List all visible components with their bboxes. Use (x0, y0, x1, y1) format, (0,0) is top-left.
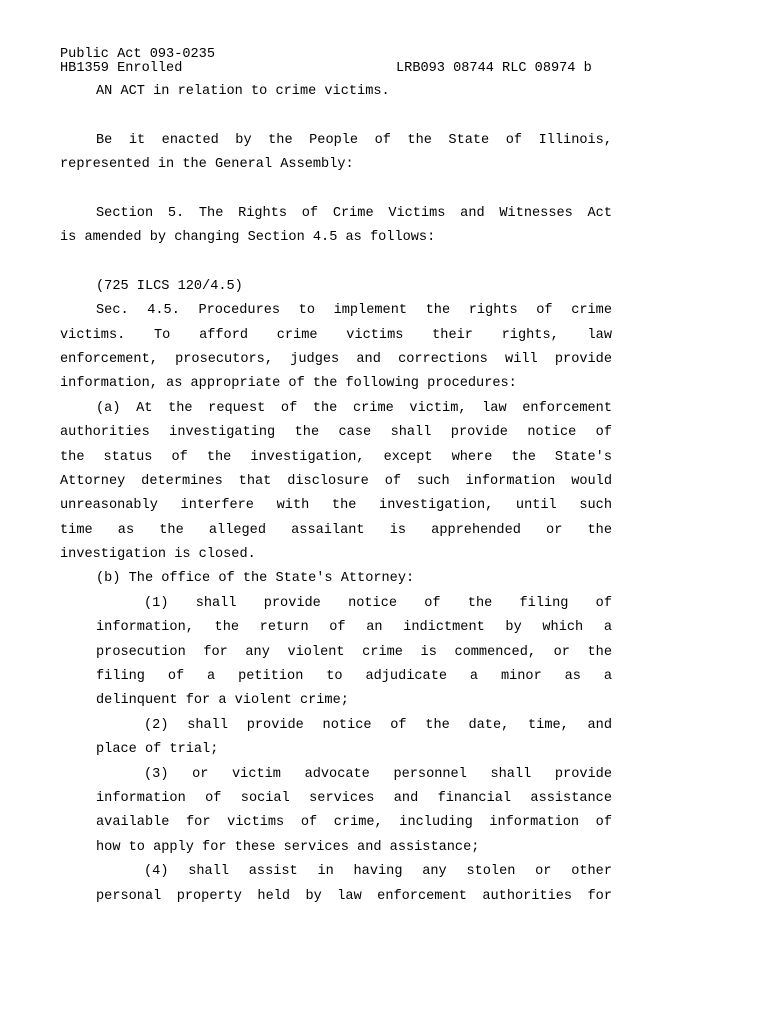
item-4-line: personal property held by law enforcement authorities for (96, 889, 612, 904)
statute-citation: (725 ILCS 120/4.5) (96, 279, 243, 294)
public-act-number: Public Act 093-0235 (60, 47, 215, 62)
item-3-line: available for victims of crime, including information of (96, 815, 612, 830)
bill-number: HB1359 Enrolled (60, 61, 183, 76)
item-1-line: delinquent for a violent crime; (96, 693, 349, 708)
item-1-line: (1) shall provide notice of the filing of (144, 596, 612, 611)
item-3-line: information of social services and financial assistance (96, 791, 612, 806)
enacting-clause-line: Be it enacted by the People of the State of Illinois, (96, 133, 612, 148)
act-title: AN ACT in relation to crime victims. (96, 84, 390, 99)
subsection-a-line: authorities investigating the case shall provide notice of (60, 425, 612, 440)
item-1-line: information, the return of an indictment by which a (96, 620, 612, 635)
lrb-code: LRB093 08744 RLC 08974 b (396, 61, 592, 76)
item-2-line: place of trial; (96, 742, 219, 757)
enacting-clause-line: represented in the General Assembly: (60, 157, 354, 172)
subsection-a-line: the status of the investigation, except where the State's (60, 450, 612, 465)
sec-4-5-line: Sec. 4.5. Procedures to implement the rights of crime (96, 303, 612, 318)
subsection-a-line: investigation is closed. (60, 547, 256, 562)
sec-4-5-line: enforcement, prosecutors, judges and corrections will provide (60, 352, 612, 367)
item-2-line: (2) shall provide notice of the date, time, and (144, 718, 612, 733)
subsection-a-line: unreasonably interfere with the investigation, until such (60, 498, 612, 513)
section-heading-line: Section 5. The Rights of Crime Victims and Witnesses Act (96, 206, 612, 221)
subsection-a-line: time as the alleged assailant is apprehended or the (60, 523, 612, 538)
item-3-line: how to apply for these services and assistance; (96, 840, 480, 855)
item-1-line: filing of a petition to adjudicate a minor as a (96, 669, 612, 684)
subsection-b-heading: (b) The office of the State's Attorney: (96, 571, 415, 586)
item-1-line: prosecution for any violent crime is commenced, or the (96, 645, 612, 660)
sec-4-5-line: victims. To afford crime victims their rights, law (60, 328, 612, 343)
sec-4-5-line: information, as appropriate of the following procedures: (60, 376, 517, 391)
subsection-a-line: Attorney determines that disclosure of such information would (60, 474, 612, 489)
item-4-line: (4) shall assist in having any stolen or other (144, 864, 612, 879)
section-heading-line: is amended by changing Section 4.5 as follows: (60, 230, 436, 245)
item-3-line: (3) or victim advocate personnel shall provide (144, 767, 612, 782)
subsection-a-line: (a) At the request of the crime victim, law enforcement (96, 401, 612, 416)
